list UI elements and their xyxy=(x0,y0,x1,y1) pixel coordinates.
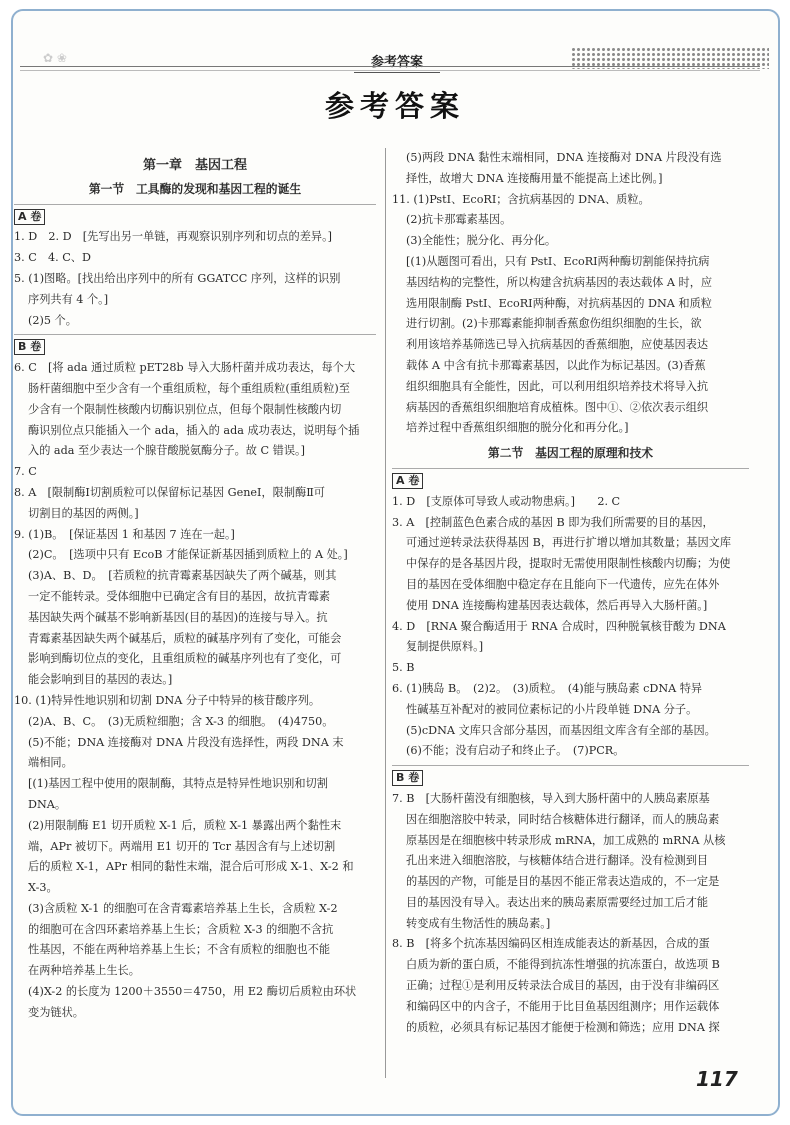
answer-line: 基因缺失两个碱基不影响新基因(目的基因)的连接与导入。抗 xyxy=(28,610,328,624)
answer-line: 6. C [将 ada 通过质粒 pET28b 导入大肠杆菌并成功表达，每个大 xyxy=(14,361,356,375)
page-title: 参考答案 xyxy=(324,89,465,123)
answer-line: 因在细胞溶胶中转录，同时结合核糖体进行翻译，而人的胰岛素 xyxy=(406,812,720,826)
answer-block xyxy=(392,789,749,935)
answer-block xyxy=(392,617,749,659)
answer-line: 原基因是在细胞核中转录形成 mRNA，加工成熟的 mRNA 从核 xyxy=(406,833,726,847)
answer-block xyxy=(14,358,376,462)
answer-block xyxy=(14,248,376,269)
answer-line: 8. B [将多个抗冻基因编码区相连成能表达的新基因，合成的蛋 xyxy=(392,937,710,951)
answer-line: 8. A [限制酶Ⅰ切割质粒可以保留标记基因 GeneⅠ，限制酶Ⅱ可 xyxy=(14,485,325,499)
column-divider xyxy=(385,148,386,1078)
answer-block xyxy=(392,658,749,679)
section-title: 第二节 基因工程的原理和技术 xyxy=(487,446,654,461)
answer-line: (2)A、B、C。 (3)无质粒细胞；含 X-3 的细胞。 (4)4750。 xyxy=(28,714,334,728)
answer-line: 切割目的基因的两侧。] xyxy=(28,506,139,520)
answer-line: 7. B [大肠杆菌没有细胞核，导入到大肠杆菌中的人胰岛素原基 xyxy=(392,791,710,805)
answer-line: 5. (1)图略。[找出给出序列中的所有 GGATCC 序列，这样的识别 xyxy=(14,271,341,285)
answer-line: (2)抗卡那霉素基因。 xyxy=(406,213,512,227)
answer-line: 目的基因没有导入。表达出来的胰岛素原需要经过加工后才能 xyxy=(406,895,709,909)
answer-block xyxy=(14,227,376,248)
answer-line: 进行切割。(2)卡那霉素能抑制香蕉愈伤组织细胞的生长，欲 xyxy=(406,317,702,331)
volume-b-tag: B 卷 xyxy=(392,770,423,786)
section-title: 第一节 工具酶的发现和基因工程的诞生 xyxy=(88,181,302,196)
answer-line: 的质粒，必须具有标记基因才能便于检测和筛选；应用 DNA 探 xyxy=(406,1020,720,1034)
answer-line: 基因结构的完整性，所以构建含抗病基因的表达载体 A 时，应 xyxy=(406,275,713,289)
answer-line: 端，APr 被切下。两端用 E1 切开的 Tcr 基因含有与上述切割 xyxy=(28,839,336,853)
answer-line: 选用限制酶 PstⅠ、EcoRⅠ两种酶，对抗病基因的 DNA 和质粒 xyxy=(406,296,712,310)
answer-line: 性基因，不能在两种培养基上生长；不含有质粒的细胞也不能 xyxy=(28,943,331,957)
header-rule xyxy=(20,66,760,67)
volume-a-tag: A 卷 xyxy=(14,209,45,225)
answer-line: 组织细胞具有全能性，因此，可以利用组织培养技术将导入抗 xyxy=(406,379,709,393)
answer-line: 性碱基互补配对的被同位素标记的小片段单链 DNA 分子。 xyxy=(406,702,698,716)
answer-line: 培养过程中香蕉组织细胞的脱分化和再分化。] xyxy=(406,421,629,435)
volume-a-tag: A 卷 xyxy=(392,473,423,489)
answer-line: 转变成有生物活性的胰岛素。] xyxy=(406,916,551,930)
header-rule-thin xyxy=(20,70,760,71)
answer-block xyxy=(14,462,376,483)
answer-line: 载体 A 中含有抗卡那霉素基因，以此作为标记基因。(3)香蕉 xyxy=(406,358,706,372)
answer-line: 一定不能转录。受体细胞中已确定含有目的基因，故抗青霉素 xyxy=(28,589,331,603)
answer-line: (2)C。 [选项中只有 EcoB 才能保证新基因插到质粒上的 A 处。] xyxy=(28,548,348,562)
answer-block xyxy=(14,483,376,525)
answer-block xyxy=(392,148,749,190)
answer-line: 正确；过程①是利用反转录法合成目的基因，由于没有非编码区 xyxy=(406,979,720,993)
answer-line: (5)两段 DNA 黏性末端相同，DNA 连接酶对 DNA 片段没有选 xyxy=(406,151,722,164)
answer-line: 的细胞可在含四环素培养基上生长；含质粒 X-3 的细胞不含抗 xyxy=(28,922,334,936)
answer-line: 4. D [RNA 聚合酶适用于 RNA 合成时，四种脱氧核苷酸为 DNA xyxy=(392,619,726,633)
answer-line: 利用该培养基筛选已导入抗病基因的香蕉细胞，应使基因表达 xyxy=(406,338,709,352)
answer-line: 能会影响到目的基因的表达。] xyxy=(28,673,173,687)
answer-line: 病基因的香蕉组织细胞培育成植株。图中①、②依次表示组织 xyxy=(406,400,709,414)
answer-line: 序列共有 4 个。] xyxy=(28,292,109,306)
answer-line: 9. (1)B。 [保证基因 1 和基因 7 连在一起。] xyxy=(14,527,235,541)
volume-b-tag: B 卷 xyxy=(14,339,45,355)
answer-line: 和编码区中的内含子，不能用于比目鱼基因组测序；用作运载体 xyxy=(406,999,720,1013)
answer-line: 11. (1)PstⅠ、EcoRⅠ；含抗病基因的 DNA、质粒。 xyxy=(392,192,650,206)
answer-block xyxy=(14,691,376,1024)
answer-line: (4)X-2 的长度为 1200＋3550＝4750，用 E2 酶切后质粒由环状 xyxy=(28,985,357,999)
answer-line: 青霉素基因缺失两个碱基后，质粒的碱基序列有了变化，可能会 xyxy=(28,631,342,645)
right-column xyxy=(392,148,749,1038)
answer-line: 3. C 4. C、D xyxy=(14,251,91,265)
left-column xyxy=(14,148,376,1024)
answer-line: 端相同。 xyxy=(28,756,73,770)
answer-line: (5)不能；DNA 连接酶对 DNA 片段没有选择性，两段 DNA 末 xyxy=(28,735,344,749)
answer-line: (2)用限制酶 E1 切开质粒 X-1 后，质粒 X-1 暴露出两个黏性末 xyxy=(28,818,342,832)
answer-line: 在两种培养基上生长。 xyxy=(28,964,140,978)
answer-line: 变为链状。 xyxy=(28,1005,84,1019)
answer-block xyxy=(14,525,376,691)
answer-line: 可通过逆转录法获得基因 B，再进行扩增以增加其数量；基因文库 xyxy=(406,536,732,550)
answer-line: (3)含质粒 X-1 的细胞可在含青霉素培养基上生长，含质粒 X-2 xyxy=(28,901,338,915)
answer-line: (3)全能性；脱分化、再分化。 xyxy=(406,234,557,248)
chapter-title: 第一章 基因工程 xyxy=(142,158,247,173)
answer-line: 使用 DNA 连接酶构建基因表达载体，然后再导入大肠杆菌。] xyxy=(406,598,708,612)
answer-line: (2)5 个。 xyxy=(28,313,77,327)
answer-line: (3)A、B、D。 [若质粒的抗青霉素基因缺失了两个碱基，则其 xyxy=(28,569,337,583)
answer-block xyxy=(392,934,749,1038)
answer-line: 择性，故增大 DNA 连接酶用量不能提高上述比例。] xyxy=(406,171,663,185)
answer-line: (6)不能；没有启动子和终止子。 (7)PCR。 xyxy=(406,744,625,758)
answer-line: 影响到酶切位点的变化，且重组质粒的碱基序列也有了变化，可 xyxy=(28,652,342,666)
answer-line: (5)cDNA 文库只含部分基因，而基因组文库含有全部的基因。 xyxy=(406,723,716,737)
answer-line: 1. D 2. D [先写出另一单链，再观察识别序列和切点的差异。] xyxy=(14,230,333,244)
answer-line: 入的 ada 至少表达一个腺苷酸脱氨酶分子。故 C 错误。] xyxy=(28,444,305,458)
answer-line: DNA。 xyxy=(28,797,67,811)
answer-line: 孔出来进入细胞溶胶，与核糖体结合进行翻译。没有检测到目 xyxy=(406,854,709,868)
answer-block xyxy=(392,492,749,513)
answer-line: 肠杆菌细胞中至少含有一个重组质粒，每个重组质粒(重组质粒)至 xyxy=(28,381,350,395)
page-number: 117 xyxy=(696,1067,738,1091)
answer-line: 少含有一个限制性核酸内切酶识别位点，但每个限制性核酸内切 xyxy=(28,402,342,416)
answer-line: 后的质粒 X-1，APr 相同的黏性末端，混合后可形成 X-1、X-2 和 xyxy=(28,860,354,874)
answer-line: [(1)基因工程中使用的限制酶，其特点是特异性地识别和切割 xyxy=(28,777,328,791)
answer-line: 中保存的是各基因片段，提取时无需使用限制性核酸内切酶；为使 xyxy=(406,557,731,571)
answer-line: 1. D [支原体可导致人或动物患病。] 2. C xyxy=(392,494,621,508)
answer-line: 复制提供原料。] xyxy=(406,640,484,654)
answer-block xyxy=(392,190,749,440)
answer-line: 5. B xyxy=(392,661,415,675)
answer-line: 白质为新的蛋白质，不能得到抗冻性增强的抗冻蛋白，故选项 B xyxy=(406,958,720,972)
answer-line: 10. (1)特异性地识别和切割 DNA 分子中特异的核苷酸序列。 xyxy=(14,693,321,707)
answer-line: 酶识别位点只能插入一个 ada，插入的 ada 成功表达，说明每个插 xyxy=(28,423,360,437)
answer-line: 3. A [控制蓝色色素合成的基因 B 即为我们所需要的目的基因， xyxy=(392,515,714,529)
answer-line: 的基因的产物，可能是目的基因不能正常表达造成的，不一定是 xyxy=(406,875,720,889)
answer-block xyxy=(392,513,749,617)
answer-line: [(1)从题图可看出，只有 PstⅠ、EcoRⅠ两种酶切割能保持抗病 xyxy=(406,254,710,268)
header-decoration: ✿ ❀ xyxy=(43,51,67,65)
answer-line: 目的基因在受体细胞中稳定存在且能向下一代遗传，应先在体外 xyxy=(406,577,720,591)
answer-line: 6. (1)胰岛 B。 (2)2。 (3)质粒。 (4)能与胰岛素 cDNA 特异 xyxy=(392,681,703,695)
answer-line: 7. C xyxy=(14,465,37,479)
running-header-title: 参考答案 xyxy=(352,51,442,70)
answer-block xyxy=(14,269,376,331)
answer-block xyxy=(392,679,749,762)
answer-line: X-3。 xyxy=(28,881,58,895)
